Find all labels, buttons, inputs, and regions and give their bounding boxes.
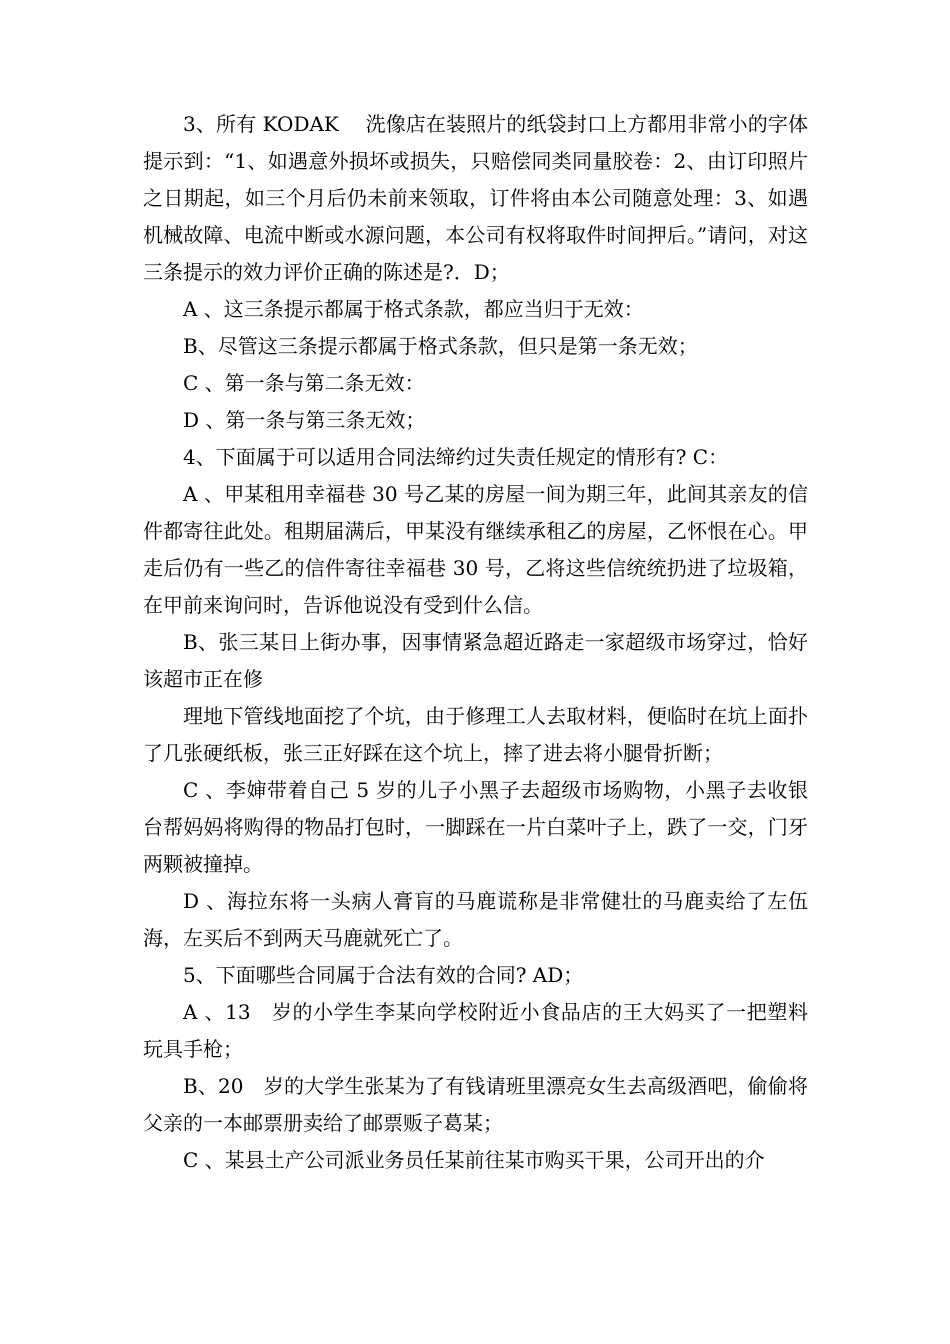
question-4-option-b-continued: 理地下管线地面挖了个坑，由于修理工人去取材料，便临时在坑上面扑了几张硬纸板，张三正好踩在这个坑上，摔了进去将小腿骨折断；	[143, 704, 808, 765]
question-5-option-c: C 、某县土产公司派业务员任某前往某市购买干果，公司开出的介	[183, 1148, 765, 1172]
question-4-option-b: B、张三某日上街办事，因事情紧急超近路走一家超级市场穿过，恰好该超市正在修	[143, 630, 808, 691]
question-4-option-c: C 、李婶带着自己 5 岁的儿子小黑子去超级市场购物，小黑子去收银台帮妈妈将购得的物品打包时，一脚踩在一片白菜叶子上，跌了一交，门牙两颗被撞掉。	[143, 778, 808, 876]
question-3-option-c: C 、第一条与第二条无效：	[183, 371, 425, 395]
question-3-option-d: D 、第一条与第三条无效；	[183, 408, 426, 432]
question-5-stem: 5、下面哪些合同属于合法有效的合同? AD；	[183, 963, 584, 987]
question-3-option-b: B、尽管这三条提示都属于格式条款，但只是第一条无效；	[183, 334, 698, 358]
question-3-stem: 3、所有 KODAK 洗像店在装照片的纸袋封口上方都用非常小的字体提示到：“1、如遇意外损坏或损失，只赔偿同类同量胶卷：2、由订印照片之日期起，如三个月后仍未前来领取，订件将由本公司随意处理：3、如遇机械故障、电流中断或水源问题，本公司有权将取件时间押后。”请问，对这三条提示的效力评价正确的陈述是?．D；	[143, 112, 808, 284]
question-4-option-d: D 、海拉东将一头病人膏肓的马鹿谎称是非常健壮的马鹿卖给了左伍海，左买后不到两天马鹿就死亡了。	[143, 889, 808, 950]
question-5-option-a: A 、13 岁的小学生李某向学校附近小食品店的王大妈买了一把塑料玩具手枪；	[143, 1000, 808, 1061]
document-body	[143, 106, 808, 1179]
question-3-option-a: A 、这三条提示都属于格式条款，都应当归于无效：	[183, 297, 644, 321]
question-4-stem: 4、下面属于可以适用合同法缔约过失责任规定的情形有? C：	[183, 445, 729, 469]
question-5-option-b: B、20 岁的大学生张某为了有钱请班里漂亮女生去高级酒吧，偷偷将父亲的一本邮票册卖给了邮票贩子葛某；	[143, 1074, 808, 1135]
question-4-option-a: A 、甲某租用幸福巷 30 号乙某的房屋一间为期三年，此间其亲友的信件都寄往此处。租期届满后，甲某没有继续承租乙的房屋，乙怀恨在心。甲走后仍有一些乙的信件寄往幸福巷 30 号，乙将这些信统统扔进了垃圾箱，在甲前来询问时，告诉他说没有受到什么信。	[143, 482, 808, 617]
